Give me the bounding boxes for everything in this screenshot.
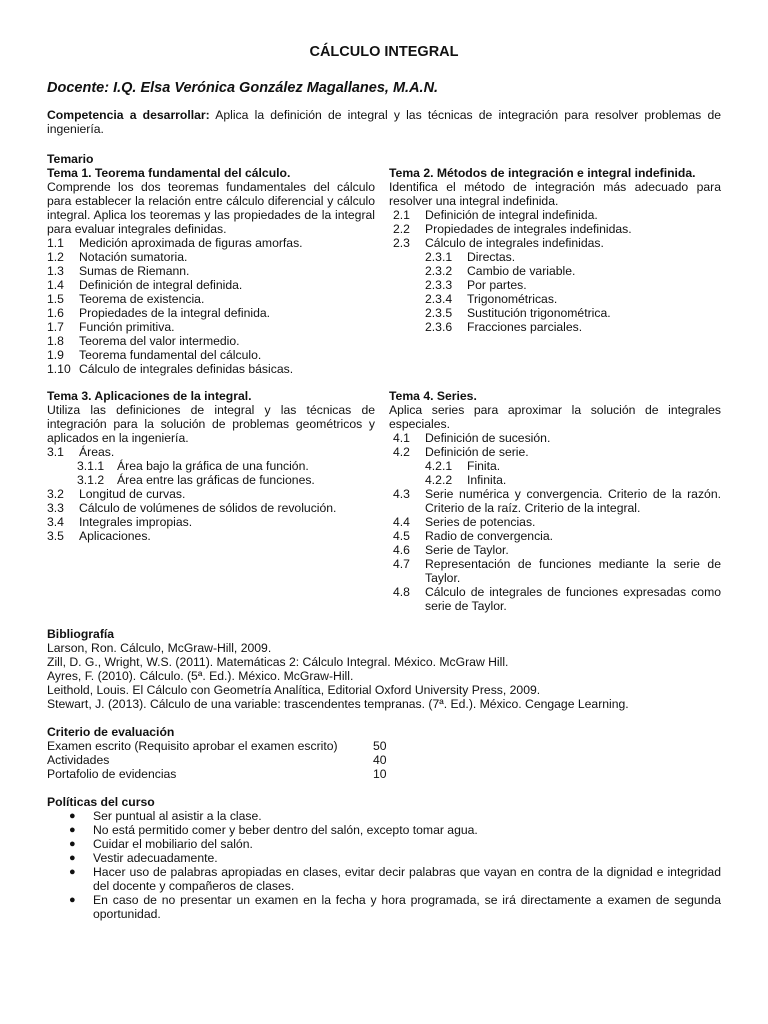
tema4-item: 4.6 Serie de Taylor. [393,543,509,557]
tema4-item: 4.2 Definición de serie. [393,445,529,459]
temario-heading: Temario [47,152,94,166]
bibliografia-section [47,627,721,711]
politicas-section [47,795,721,921]
tema2-item: 2.1 Definición de integral indefinida. [393,208,598,222]
tema2-description: Identifica el método de integración más adecuado para resolver una integral indefinida. [389,180,721,208]
list-item: ● Hacer uso de palabras apropiadas en clases, evitar decir palabras que vayan en contra de la dignidad e integridad del docente y compañeros de clases. [47,865,721,893]
tema1-description: Comprende los dos teoremas fundamentales del cálculo para establecer la relación entre cálculo diferencial y cálculo integral. Aplica los teoremas y las propiedades de la integral para evaluar integrales definidas. [47,180,375,236]
bibliografia-ref: Larson, Ron. Cálculo, McGraw-Hill, 2009. [47,641,272,655]
tema4-subitem: 4.2.1 Finita. [425,459,501,473]
bibliografia-ref: Zill, D. G., Wright, W.S. (2011). Matemáticas 2: Cálculo Integral. México. McGraw Hill. [47,655,509,669]
tema2-subitem: 2.3.2 Cambio de variable. [425,264,576,278]
tema2-block [389,166,721,334]
list-item: ● No está permitido comer y beber dentro del salón, excepto tomar agua. [47,823,721,837]
tema4-item: 4.4 Series de potencias. [393,515,536,529]
list-item: ● Vestir adecuadamente. [47,851,721,865]
tema1-item: 1.6 Propiedades de la integral definida. [47,306,271,320]
tema4-item: 4.7 Representación de funciones mediante la serie de Taylor. [393,557,721,585]
bullet-icon: ● [69,810,76,822]
criterio-section [47,725,721,781]
tema1-title: Tema 1. Teorema fundamental del cálculo. [47,166,291,180]
tema1-item: 1.8 Teorema del valor intermedio. [47,334,240,348]
tema3-item: 3.4 Integrales impropias. [47,515,193,529]
bullet-icon: ● [69,852,76,864]
tema1-item: 1.7 Función primitiva. [47,320,175,334]
tema2-item: 2.2 Propiedades de integrales indefinidas. [393,222,632,236]
criterio-row: Portafolio de evidencias 10 [47,767,387,781]
criterio-row: Actividades 40 [47,753,387,767]
document-title: CÁLCULO INTEGRAL [309,44,459,60]
tema2-subitem: 2.3.4 Trigonométricas. [425,292,558,306]
tema4-item: 4.3 Serie numérica y convergencia. Criterio de la razón. Criterio de la raíz. Criterio de la integral. [393,487,721,515]
list-item: ● En caso de no presentar un examen en la fecha y hora programada, se irá directamente a examen de segunda oportunidad. [47,893,721,921]
tema4-title: Tema 4. Series. [389,389,477,403]
tema1-item: 1.4 Definición de integral definida. [47,278,243,292]
tema1-item: 1.1 Medición aproximada de figuras amorfas. [47,236,303,250]
tema3-subitem: 3.1.2 Área entre las gráficas de funciones. [77,473,315,487]
tema2-subitem: 2.3.5 Sustitución trigonométrica. [425,306,611,320]
tema3-item: 3.1 Áreas. [47,445,115,459]
bullet-icon: ● [69,894,76,906]
bullet-icon: ● [69,866,76,878]
tema3-item: 3.2 Longitud de curvas. [47,487,186,501]
tema4-block [389,389,721,613]
bibliografia-ref: Stewart, J. (2013). Cálculo de una variable: trascendentes tempranas. (7ª. Ed.). México. Cengage Learning. [47,697,629,711]
tema3-subitem: 3.1.1 Área bajo la gráfica de una función. [77,459,309,473]
bullet-icon: ● [69,824,76,836]
docente-line: Docente: I.Q. Elsa Verónica González Magallanes, M.A.N. [47,80,439,96]
tema4-description: Aplica series para aproximar la solución de integrales especiales. [389,403,721,431]
tema1-item: 1.5 Teorema de existencia. [47,292,205,306]
list-item: ● Ser puntual al asistir a la clase. [47,809,721,823]
bullet-icon: ● [69,838,76,850]
tema3-item: 3.3 Cálculo de volúmenes de sólidos de revolución. [47,501,337,515]
tema4-item: 4.5 Radio de convergencia. [393,529,554,543]
tema3-title: Tema 3. Aplicaciones de la integral. [47,389,252,403]
tema2-subitem: 2.3.1 Directas. [425,250,516,264]
tema3-item: 3.5 Aplicaciones. [47,529,151,543]
tema1-item: 1.3 Sumas de Riemann. [47,264,190,278]
tema2-title: Tema 2. Métodos de integración e integral indefinida. [389,166,696,180]
competencia-paragraph [47,108,721,136]
bibliografia-heading: Bibliografía [47,627,115,641]
criterio-row: Examen escrito (Requisito aprobar el examen escrito) 50 [47,739,387,753]
tema4-subitem: 4.2.2 Infinita. [425,473,507,487]
tema2-subitem: 2.3.3 Por partes. [425,278,527,292]
tema3-block [47,389,375,543]
list-item: ● Cuidar el mobiliario del salón. [47,837,721,851]
tema1-item: 1.9 Teorema fundamental del cálculo. [47,348,262,362]
criterio-heading: Criterio de evaluación [47,725,175,739]
competencia-text: Aplica la definición de integral y las técnicas de integración para resolver problemas de ingeniería. [47,108,722,136]
competencia-label: Competencia a desarrollar: [47,108,210,122]
tema1-item: 1.10 Cálculo de integrales definidas básicas. [47,362,294,376]
politicas-heading: Políticas del curso [47,795,155,809]
bibliografia-ref: Leithold, Louis. El Cálculo con Geometría Analítica, Editorial Oxford University Press, 2009. [47,683,541,697]
tema1-item: 1.2 Notación sumatoria. [47,250,188,264]
politicas-list [47,809,721,921]
tema3-description: Utiliza las definiciones de integral y las técnicas de integración para la solución de problemas geométricos y aplicados en la ingeniería. [47,403,375,445]
tema2-subitem: 2.3.6 Fracciones parciales. [425,320,583,334]
tema2-item: 2.3 Cálculo de integrales indefinidas. [393,236,604,250]
tema4-item: 4.1 Definición de sucesión. [393,431,551,445]
tema4-item: 4.8 Cálculo de integrales de funciones expresadas como serie de Taylor. [393,585,721,613]
tema1-block [47,166,375,376]
bibliografia-ref: Ayres, F. (2010). Cálculo. (5ª. Ed.). México. McGraw-Hill. [47,669,354,683]
